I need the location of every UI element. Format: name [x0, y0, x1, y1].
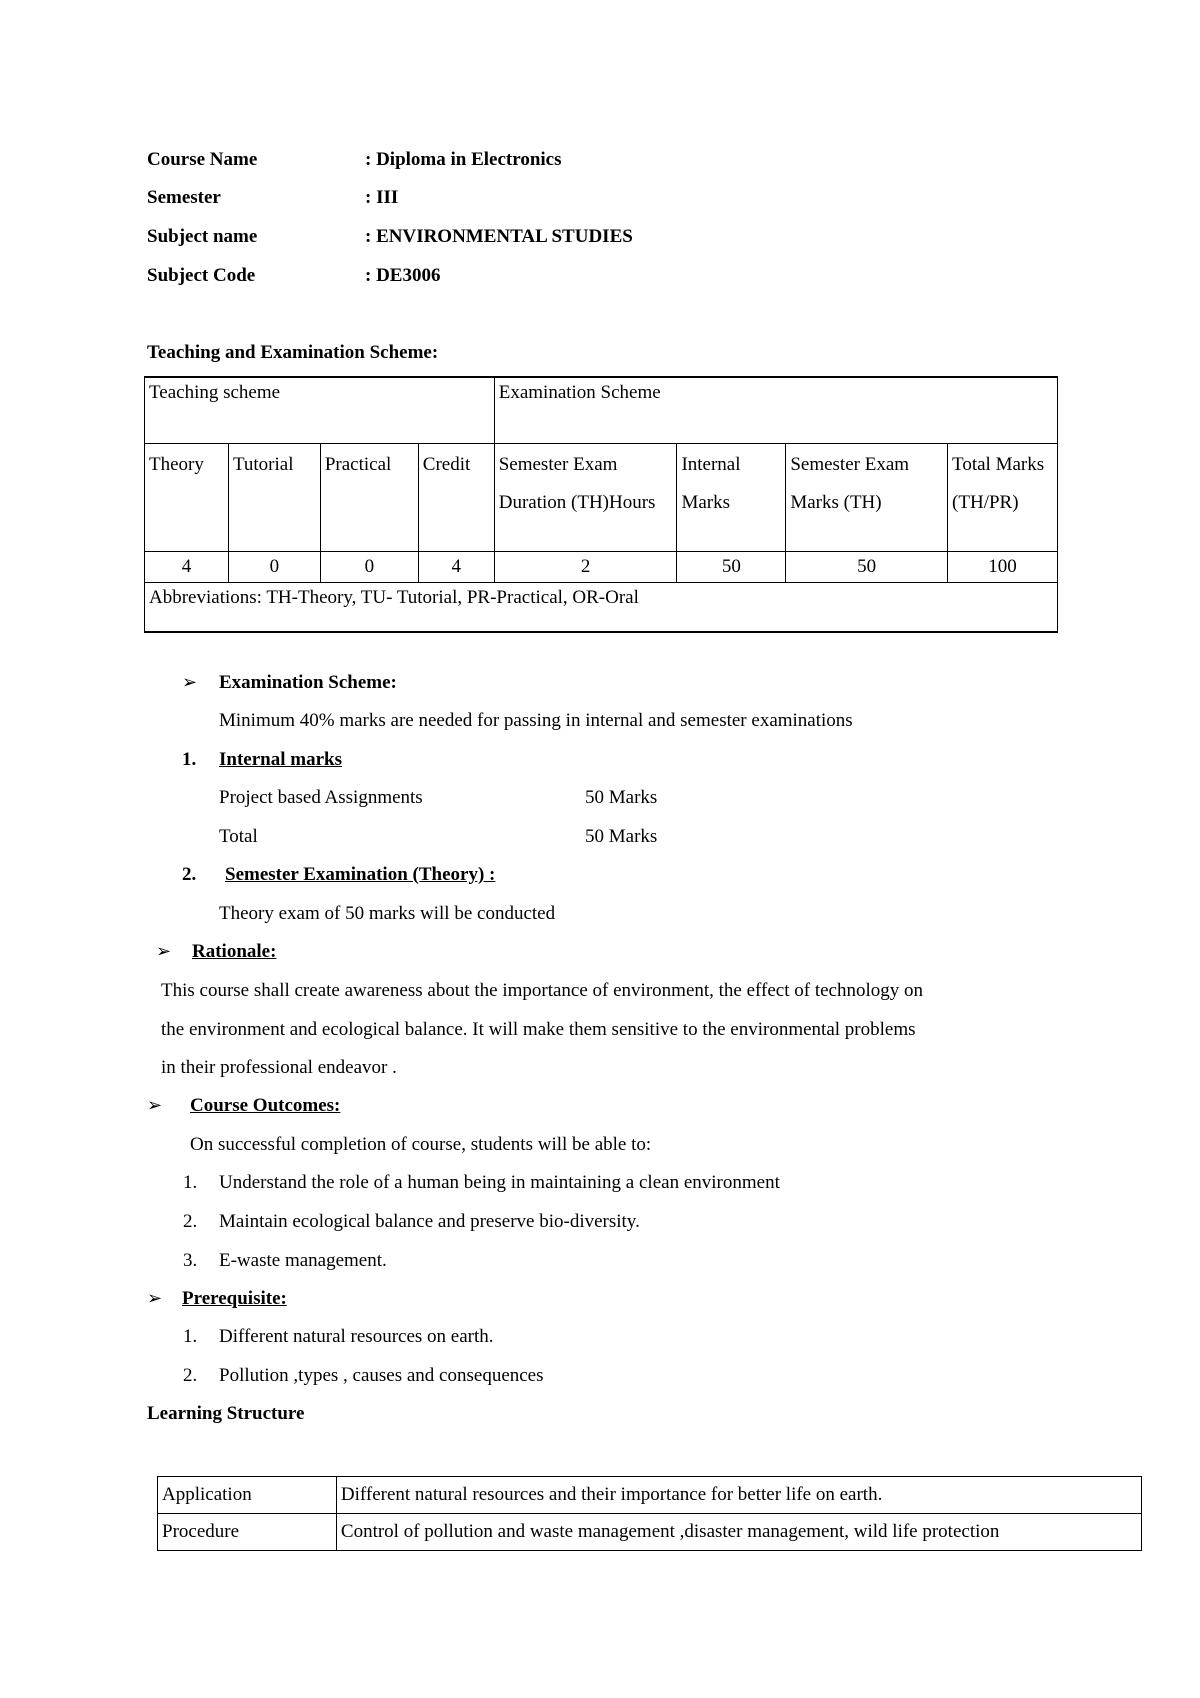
examination-scheme-header: Examination Scheme	[494, 377, 1057, 443]
header-tutorial: Tutorial	[228, 443, 320, 551]
rationale-line: in their professional endeavor .	[161, 1057, 397, 1078]
value-credit: 4	[418, 551, 494, 582]
learning-row-text: Different natural resources and their importance for better life on earth.	[336, 1477, 1141, 1514]
learning-structure-title: Learning Structure	[147, 1403, 305, 1424]
subject-code-value: : DE3006	[365, 265, 441, 286]
internal-row-label: Project based Assignments	[219, 787, 423, 808]
rationale-line: the environment and ecological balance. It will make them sensitive to the environmental problems	[161, 1019, 916, 1040]
subject-code-label: Subject Code	[147, 265, 256, 286]
value-exam-duration: 2	[494, 551, 677, 582]
course-name-label: Course Name	[147, 149, 258, 170]
abbreviations-cell: Abbreviations: TH-Theory, TU- Tutorial, PR-Practical, OR-Oral	[145, 582, 1058, 632]
prerequisite-number: 2.	[183, 1365, 198, 1386]
header-internal-marks: Internal Marks	[677, 443, 786, 551]
prerequisite-number: 1.	[183, 1326, 198, 1347]
semester-exam-text: Theory exam of 50 marks will be conducted	[219, 903, 556, 924]
semester-value: : III	[365, 187, 399, 208]
learning-row-label: Procedure	[158, 1514, 337, 1551]
semester-exam-number: 2.	[182, 864, 197, 885]
course-name-value: : Diploma in Electronics	[365, 149, 562, 170]
subject-name-label: Subject name	[147, 226, 258, 247]
rationale-title: Rationale:	[192, 941, 277, 962]
value-practical: 0	[320, 551, 418, 582]
value-semester-marks: 50	[786, 551, 948, 582]
outcome-number: 1.	[183, 1172, 198, 1193]
learning-row-label: Application	[158, 1477, 337, 1514]
outcome-item: Maintain ecological balance and preserve bio-diversity.	[219, 1211, 640, 1232]
teaching-scheme-header: Teaching scheme	[145, 377, 495, 443]
header-credit: Credit	[418, 443, 494, 551]
scheme-table	[144, 376, 1058, 633]
header-total-marks: Total Marks (TH/PR)	[948, 443, 1058, 551]
value-total-marks: 100	[948, 551, 1058, 582]
outcome-number: 2.	[183, 1211, 198, 1232]
semester-exam-title: Semester Examination (Theory) :	[225, 864, 496, 885]
rationale-bullet-icon: ➢	[156, 941, 172, 962]
learning-row-text: Control of pollution and waste management ,disaster management, wild life protection	[336, 1514, 1141, 1551]
value-internal-marks: 50	[677, 551, 786, 582]
outcome-item: Understand the role of a human being in maintaining a clean environment	[219, 1172, 780, 1193]
header-semester-marks: Semester Exam Marks (TH)	[786, 443, 948, 551]
prerequisite-item: Pollution ,types , causes and consequences	[219, 1365, 544, 1386]
internal-title: Internal marks	[219, 749, 342, 770]
exam-scheme-text: Minimum 40% marks are needed for passing in internal and semester examinations	[219, 710, 853, 731]
outcomes-intro: On successful completion of course, students will be able to:	[190, 1134, 652, 1155]
value-tutorial: 0	[228, 551, 320, 582]
scheme-heading: Teaching and Examination Scheme:	[147, 342, 439, 363]
outcomes-bullet-icon: ➢	[147, 1095, 163, 1116]
prerequisite-title: Prerequisite:	[182, 1288, 287, 1309]
header-theory: Theory	[145, 443, 229, 551]
internal-total-value: 50 Marks	[585, 826, 658, 847]
prerequisite-bullet-icon: ➢	[147, 1288, 163, 1309]
header-exam-duration: Semester Exam Duration (TH)Hours	[494, 443, 677, 551]
learning-structure-table	[157, 1476, 1142, 1551]
subject-name-value: : ENVIRONMENTAL STUDIES	[365, 226, 633, 247]
outcome-item: E-waste management.	[219, 1250, 387, 1271]
exam-scheme-title: Examination Scheme:	[219, 672, 397, 693]
value-theory: 4	[145, 551, 229, 582]
rationale-line: This course shall create awareness about the importance of environment, the effect of technology on	[161, 980, 924, 1001]
internal-total-label: Total	[219, 826, 258, 847]
internal-number: 1.	[182, 749, 197, 770]
outcome-number: 3.	[183, 1250, 198, 1271]
internal-row-value: 50 Marks	[585, 787, 658, 808]
semester-label: Semester	[147, 187, 221, 208]
outcomes-title: Course Outcomes:	[190, 1095, 341, 1116]
exam-scheme-bullet-icon: ➢	[182, 672, 198, 693]
header-practical: Practical	[320, 443, 418, 551]
prerequisite-item: Different natural resources on earth.	[219, 1326, 494, 1347]
